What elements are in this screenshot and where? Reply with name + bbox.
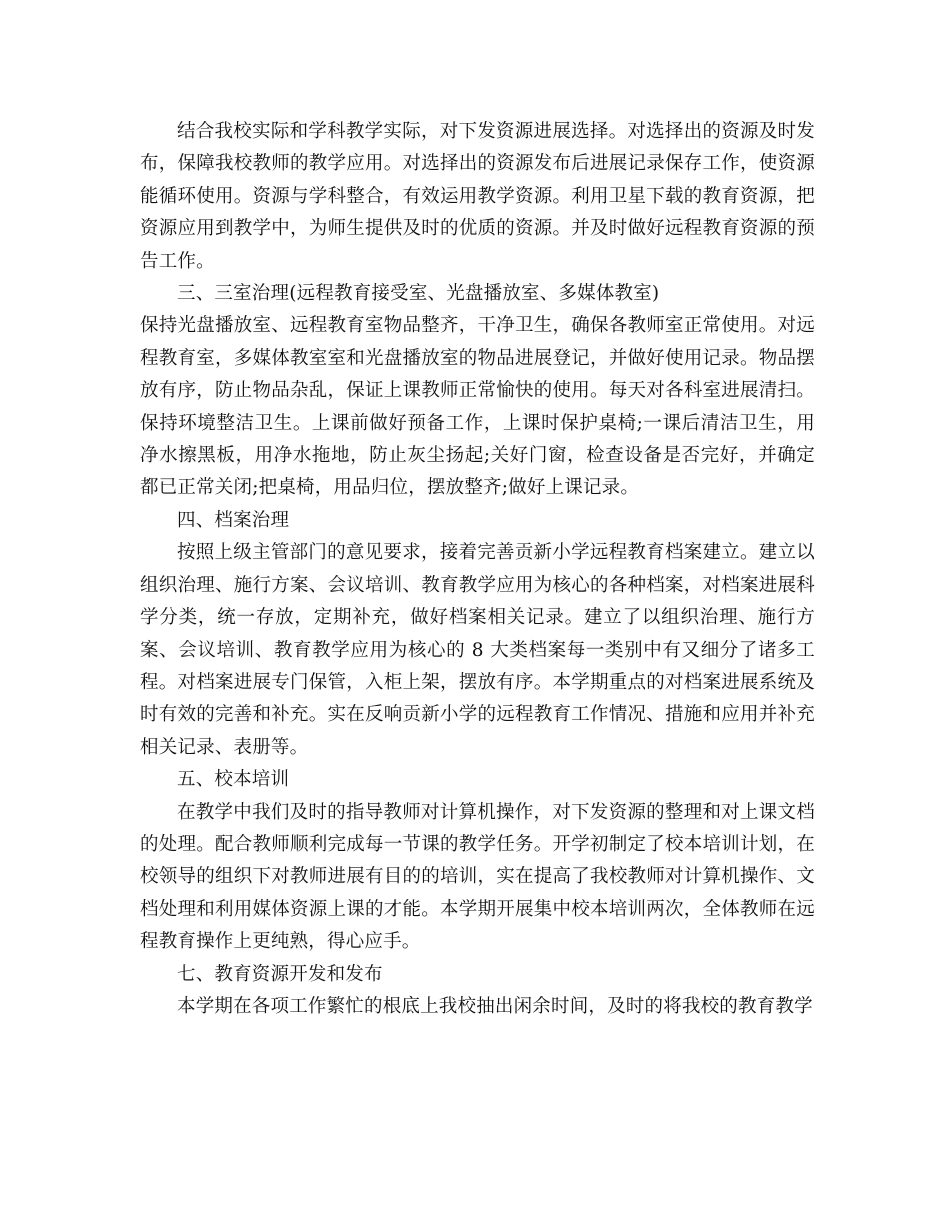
document-body bbox=[140, 116, 815, 1023]
paragraph-resource-development: 本学期在各项工作繁忙的根底上我校抽出闲余时间，及时的将我校的教育教学 bbox=[177, 995, 813, 1017]
section-heading-archives: 四、档案治理 bbox=[177, 509, 290, 531]
section-heading-resource-development: 七、教育资源开发和发布 bbox=[177, 963, 383, 985]
section-heading-three-rooms: 三、三室治理(远程教育接受室、光盘播放室、多媒体教室) bbox=[177, 283, 660, 305]
paragraph-resource-selection: 结合我校实际和学科教学实际，对下发资源进展选择。对选择出的资源及时发布，保障我校教师的教学应用。对选择出的资源发布后进展记录保存工作，使资源能循环使用。资源与学科整合，有效运用教学资源。利用卫星下载的教育资源，把资源应用到教学中，为师生提供及时的优质的资源。并及时做好远程教育资源的预告工作。 bbox=[140, 121, 815, 272]
paragraph-three-rooms: 保持光盘播放室、远程教育室物品整齐，干净卫生，确保各教师室正常使用。对远程教育室，多媒体教室室和光盘播放室的物品进展登记，并做好使用记录。物品摆放有序，防止物品杂乱，保证上课教师正常愉快的使用。每天对各科室进展清扫。保持环境整洁卫生。上课前做好预备工作，上课时保护桌椅;一课后清洁卫生，用净水擦黑板，用净水拖地，防止灰尘扬起;关好门窗，检查设备是否完好，并确定都已正常关闭;把桌椅，用品归位，摆放整齐;做好上课记录。 bbox=[140, 315, 815, 499]
section-heading-training: 五、校本培训 bbox=[177, 769, 290, 791]
paragraph-training: 在教学中我们及时的指导教师对计算机操作，对下发资源的整理和对上课文档的处理。配合教师顺利完成每一节课的教学任务。开学初制定了校本培训计划，在校领导的组织下对教师进展有目的的培训，实在提高了我校教师对计算机操作、文档处理和利用媒体资源上课的才能。本学期开展集中校本培训两次，全体教师在远程教育操作上更纯熟，得心应手。 bbox=[140, 801, 815, 953]
paragraph-archives: 按照上级主管部门的意见要求，接着完善贡新小学远程教育档案建立。建立以组织治理、施行方案、会议培训、教育教学应用为核心的各种档案，对档案进展科学分类，统一存放，定期补充，做好档案相关记录。建立了以组织治理、施行方案、会议培训、教育教学应用为核心的 8 大类档案每一类别中有又细分了诸多工程。对档案进展专门保管，入柜上架，摆放有序。本学期重点的对档案进展系统及时有效的完善和补充。实在反响贡新小学的远程教育工作情况、措施和应用并补充相关记录、表册等。 bbox=[140, 542, 815, 758]
